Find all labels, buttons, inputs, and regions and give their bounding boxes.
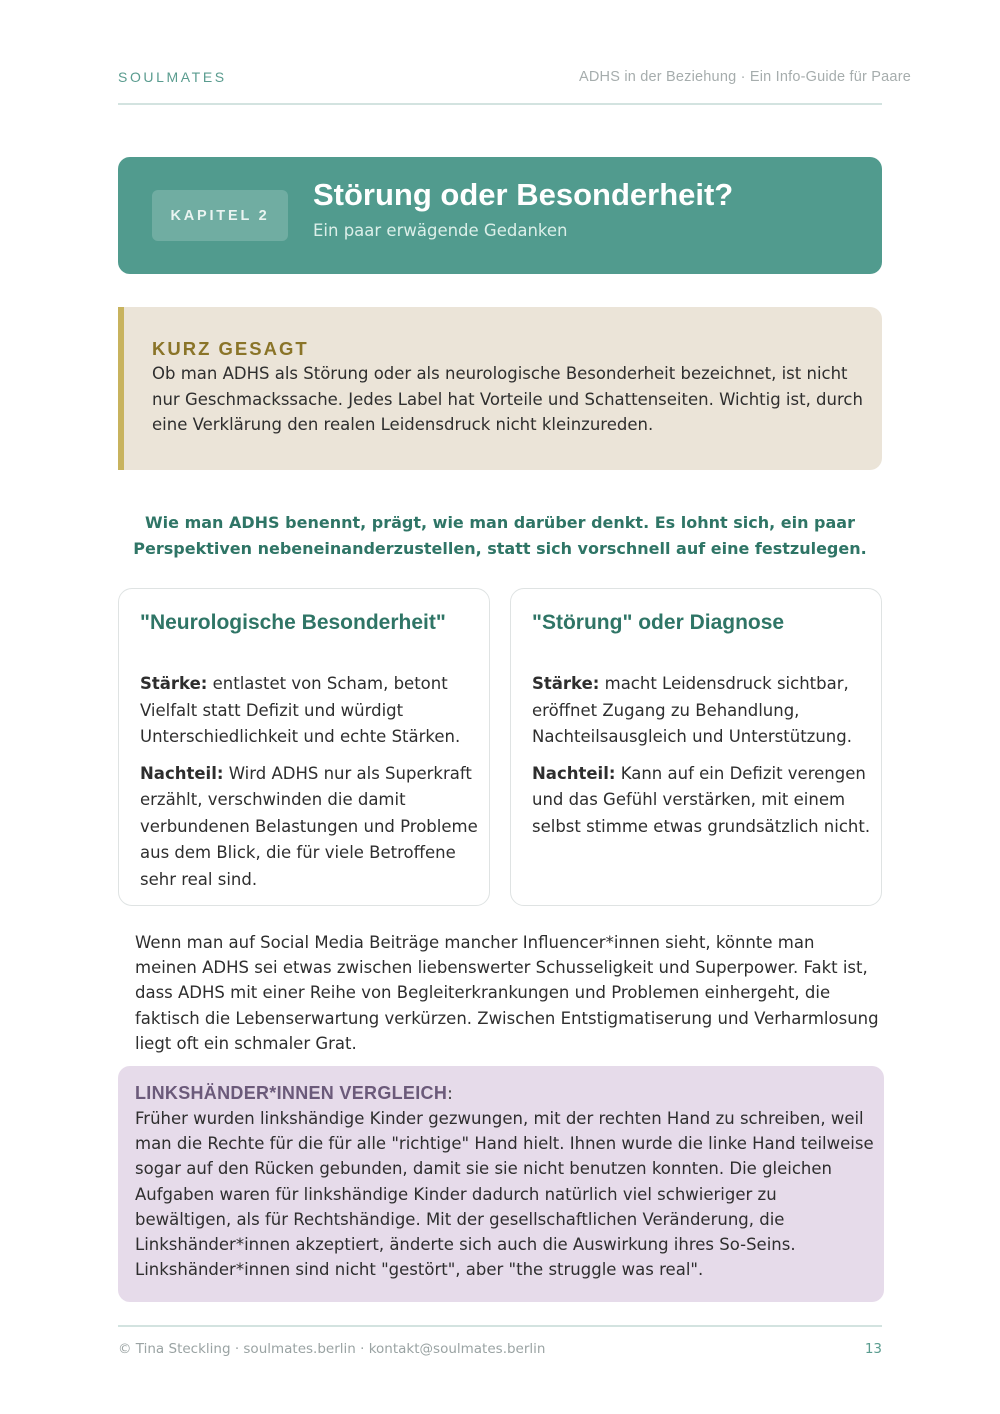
card-strength bbox=[532, 671, 872, 751]
weakness-label: Nachteil: bbox=[140, 763, 224, 783]
header-guide-title: ADHS in der Beziehung · Ein Info-Guide für Paare bbox=[579, 69, 911, 85]
chapter-subtitle: Ein paar erwägende Gedanken bbox=[313, 221, 568, 240]
card-weakness bbox=[140, 761, 480, 894]
chapter-title: Störung oder Besonderheit? bbox=[313, 177, 734, 212]
body-paragraph: Wenn man auf Social Media Beiträge mancher Influencer*innen sieht, könnte man meinen ADHS sei etwas zwischen liebenswerter Schusseligkeit und Superpower. Fakt ist, dass ADHS mit einer Reihe von Begleiterkrankungen und Problemen einhergeht, die faktisch die Lebenserwartung verkürzen. Zwischen Entstigmatiserung und Verharmlosung liegt oft ein schmaler Grat. bbox=[135, 933, 879, 1053]
card-weakness bbox=[532, 761, 872, 841]
footer-credits: © Tina Steckling · soulmates.berlin · kontakt@soulmates.berlin bbox=[118, 1341, 546, 1357]
card-strength bbox=[140, 671, 480, 751]
summary-text: Ob man ADHS als Störung oder als neurologische Besonderheit bezeichnet, ist nicht nur Geschmackssache. Jedes Label hat Vorteile und Schattenseiten. Wichtig ist, durch eine Verklärung den realen Leidensdruck nicht kleinzureden. bbox=[152, 364, 863, 434]
intro-text: Wie man ADHS benennt, prägt, wie man darüber denkt. Es lohnt sich, ein paar Perspektiven nebeneinanderzustellen, statt sich vorschnell auf eine festzulegen. bbox=[133, 513, 867, 558]
perspective-card-diagnosis bbox=[510, 588, 882, 906]
strength-label: Stärke: bbox=[140, 674, 208, 693]
summary-heading: KURZ GESAGT bbox=[152, 338, 309, 359]
summary-box bbox=[118, 307, 882, 470]
strength-text: macht Leidensdruck sichtbar, eröffnet Zugang zu Behandlung, Nachteilsausgleich und Unterstützung. bbox=[532, 674, 852, 746]
weakness-text: Kann auf ein Defizit verengen und das Gefühl verstärken, mit einem selbst stimme etwas grundsätzlich nicht. bbox=[532, 763, 871, 836]
header-brand: SOULMATES bbox=[118, 69, 227, 85]
card-body bbox=[532, 671, 872, 850]
chapter-label: KAPITEL 2 bbox=[152, 190, 288, 241]
comparison-text: Früher wurden linkshändige Kinder gezwungen, mit der rechten Hand zu schreiben, weil man die Rechte für die für alle "richtige" Hand hielt. Ihnen wurde die linke Hand teilweise sogar auf den Rücken gebunden, damit sie sie nicht benutzen konnten. Die gleichen Aufgaben waren für linkshändige Kinder dadurch natürlich viel schwieriger zu bewältigen, als für Rechtshändige. Mit der gesellschaftlichen Veränderung, die Linkshänder*innen akzeptiert, änderte sich auch die Auswirkung ihres So-Seins. Linkshänder*innen sind nicht "gestört", aber "the struggle was real". bbox=[135, 1109, 874, 1280]
footer-divider bbox=[118, 1325, 882, 1327]
comparison-box bbox=[118, 1066, 884, 1302]
perspective-card-neuro bbox=[118, 588, 490, 906]
card-body bbox=[140, 671, 480, 903]
card-title: "Neurologische Besonderheit" bbox=[140, 611, 446, 634]
page-number: 13 bbox=[864, 1341, 882, 1357]
comparison-colon: : bbox=[447, 1084, 453, 1104]
weakness-label: Nachteil: bbox=[532, 763, 616, 783]
comparison-heading: LINKSHÄNDER*INNEN VERGLEICH bbox=[135, 1083, 448, 1103]
chapter-banner bbox=[118, 157, 882, 274]
strength-text: entlastet von Scham, betont Vielfalt statt Defizit und würdigt Unterschiedlichkeit und echte Stärken. bbox=[140, 674, 461, 746]
card-title: "Störung" oder Diagnose bbox=[532, 611, 785, 634]
weakness-text: Wird ADHS nur als Superkraft erzählt, verschwinden die damit verbundenen Belastungen und Probleme aus dem Blick, die für viele Betroffene sehr real sind. bbox=[140, 763, 478, 889]
header-divider bbox=[118, 103, 882, 105]
comparison-heading-line bbox=[135, 1083, 453, 1104]
strength-label: Stärke: bbox=[532, 674, 600, 693]
